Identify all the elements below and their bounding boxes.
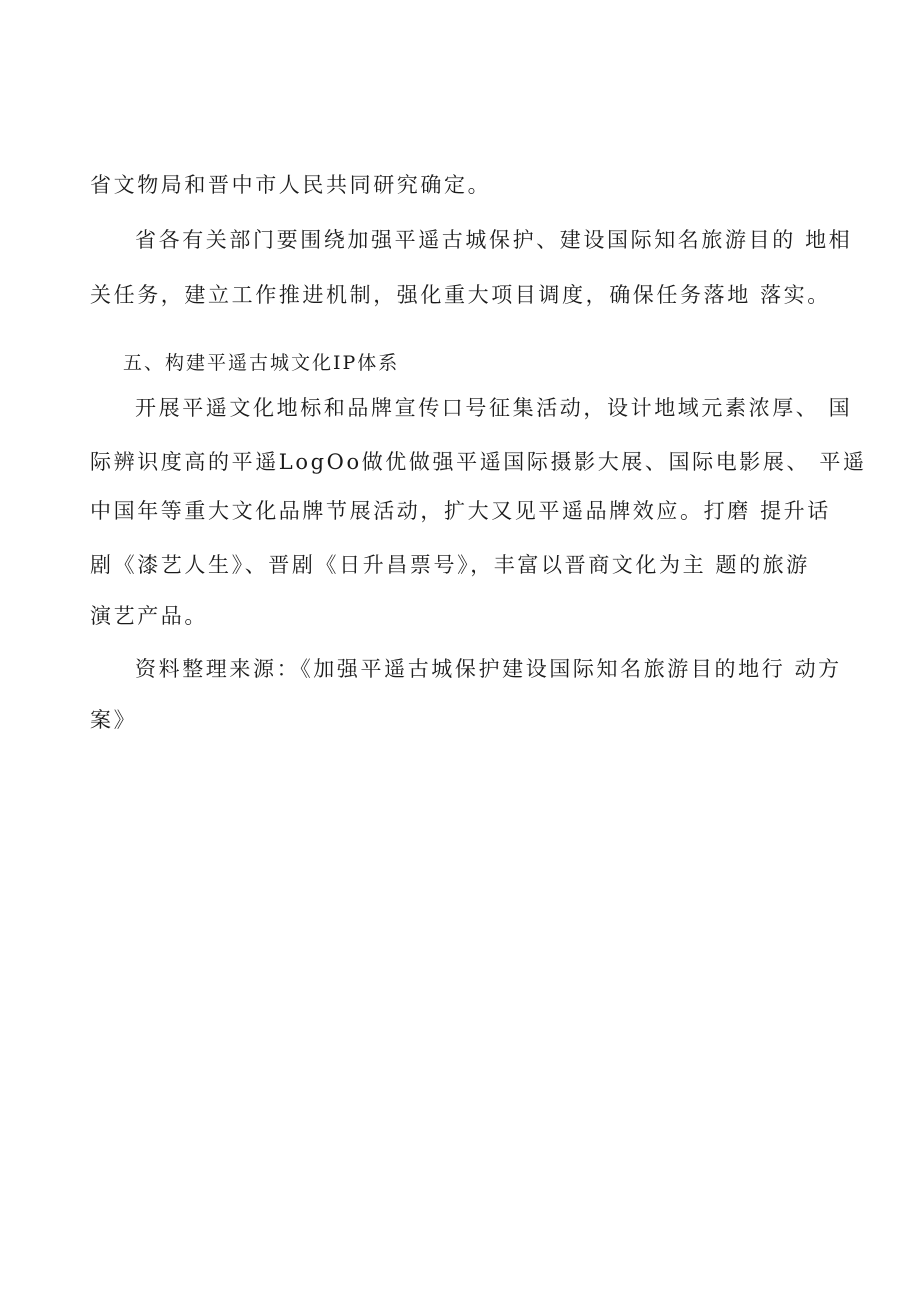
paragraph-line: 演艺产品。	[90, 604, 208, 628]
paragraph-line: 际辨识度高的平遥LogOo做优做强平遥国际摄影大展、国际电影展、 平遥	[90, 450, 867, 474]
paragraph-line: 开展平遥文化地标和品牌宣传口号征集活动，设计地域元素浓厚、 国	[135, 396, 853, 420]
paragraph-line: 省各有关部门要围绕加强平遥古城保护、建设国际知名旅游目的 地相	[135, 228, 853, 252]
paragraph-line: 省文物局和晋中市人民共同研究确定。	[90, 173, 492, 197]
source-line: 案》	[90, 708, 138, 732]
paragraph-line: 剧《漆艺人生》、晋剧《日升昌票号》，丰富以晋商文化为主 题的旅游	[90, 553, 810, 577]
paragraph-line: 中国年等重大文化品牌节展活动，扩大又见平遥品牌效应。打磨 提升话	[90, 499, 831, 523]
paragraph-line: 关任务，建立工作推进机制，强化重大项目调度，确保任务落地 落实。	[90, 283, 831, 307]
section-heading: 五、构建平遥古城文化IP体系	[123, 352, 400, 374]
source-line: 资料整理来源：《加强平遥古城保护建设国际知名旅游目的地行 动方	[135, 657, 842, 681]
